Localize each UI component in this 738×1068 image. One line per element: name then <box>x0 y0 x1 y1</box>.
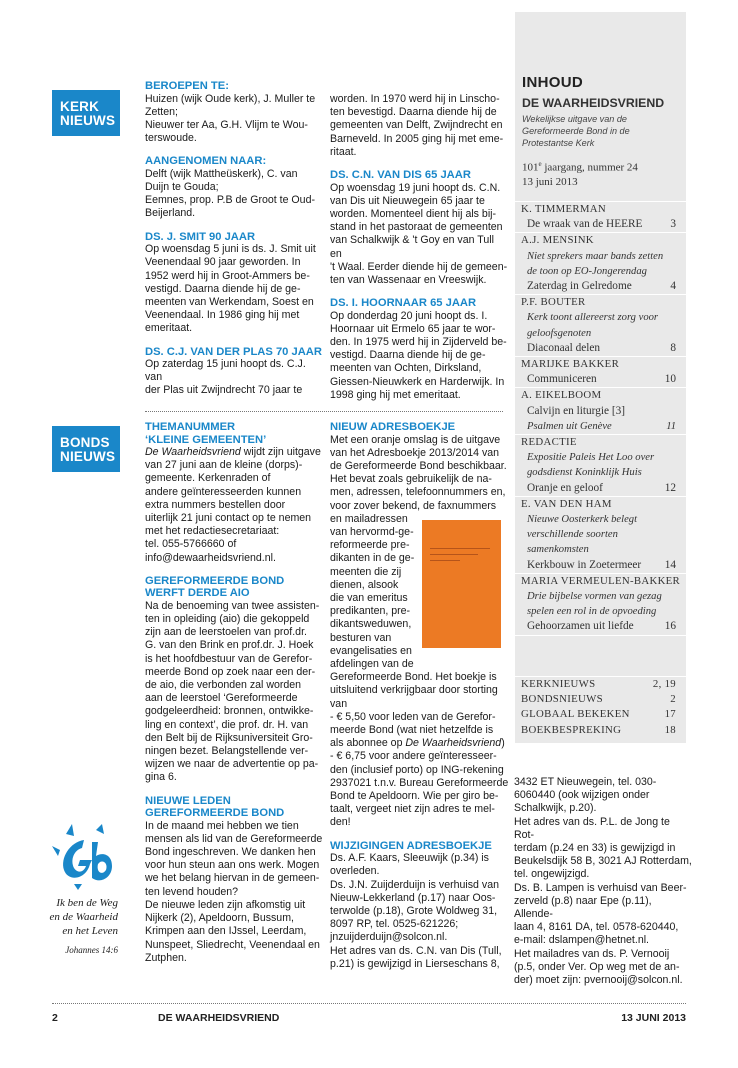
nieuwe-leden-heading: NIEUWE LEDEN GEREFORMEERDE BOND <box>145 794 285 820</box>
article-line: Veenendaal 90 jaar geworden. In <box>145 256 301 269</box>
toc-article: Kerkbouw in Zoetermeer 14 <box>515 558 686 573</box>
article-line: aan de leerstoel ‘Gereformeerde <box>145 692 298 705</box>
toc-description: Psalmen uit Genève 11 <box>515 419 686 434</box>
article-line: Na de benoeming van twee assisten- <box>145 599 320 612</box>
toc-author: A. EIKELBOOM <box>521 389 602 402</box>
toc-description: Niet sprekers maar bands zetten <box>527 250 664 262</box>
article-line: worden. Momenteel dient hij als bij- <box>330 207 497 220</box>
kerknieuws-tag <box>52 90 120 136</box>
article-line: Op woensdag 5 juni is ds. J. Smit uit <box>145 243 316 256</box>
article-line: ling en context’, die prof. dr. H. van <box>145 718 309 731</box>
kerknieuws-tag-line1: KERK <box>60 99 100 114</box>
contents-sidebar <box>515 12 686 743</box>
footer-date: 13 JUNI 2013 <box>621 1012 686 1024</box>
article-line: Bond ingeschreven. We danken hen <box>145 846 316 859</box>
article-line: emeritaat. <box>145 322 193 335</box>
article-line: Krimpen aan den IJssel, Leerdam, <box>145 925 307 938</box>
article-line: den. In 1975 werd hij in Zijderveld be- <box>330 336 507 349</box>
article-line: uitsluitend verkrijgbaar door storting <box>330 684 498 697</box>
article-line: den! <box>330 816 351 829</box>
themanummer-heading: THEMANUMMER ‘KLEINE GEMEENTEN’ <box>145 421 267 446</box>
wijzigingen-body <box>330 852 510 971</box>
article-line: Op zaterdag 15 juni hoopt ds. C.J. van <box>145 358 306 384</box>
toc-description: spelen een rol in de opvoeding <box>527 606 657 618</box>
kerknieuws-column-1 <box>145 80 323 398</box>
article-line: ningen bezet. Belangstellende ver- <box>145 745 309 758</box>
article-line: terdam (p.24 en 33) is gewijzigd in <box>514 842 676 855</box>
kerknieuws-tag-line2: NIEUWS <box>60 113 116 128</box>
article-line: Duijn te Gouda; <box>145 181 219 194</box>
toc-description: godsdienst Koninklijk Huis <box>527 467 642 479</box>
article-line: Nieuwer ter Aa, G.H. Vlijm te Wou- <box>145 118 308 131</box>
article-line: we het belang hiervan in de gemeen- <box>145 872 320 885</box>
article-line: vestigd. Daarna diende hij de ge- <box>145 282 301 295</box>
bible-quote <box>46 896 118 938</box>
toc-page-number: 3 <box>670 218 676 231</box>
footer-publication: DE WAARHEIDSVRIEND <box>158 1012 280 1024</box>
article-line: voor hun steun aan ons werk. Mogen <box>145 859 320 872</box>
article-line: predikanten, pre- <box>330 605 411 618</box>
article-line: jnzuijderduijn@solcon.nl. <box>330 931 448 944</box>
section-index-item: BOEKBESPREKING 18 <box>515 723 686 738</box>
article-line: 1998 ging hij met emeritaat. <box>330 388 461 401</box>
article-line: meenten die zij <box>330 565 402 578</box>
toc-article: Zaterdag in Gelredome 4 <box>515 279 686 294</box>
article-line: Zutphen. <box>145 951 187 964</box>
article-line: Met een oranje omslag is de uitgave <box>330 433 501 446</box>
quote-line: en de Waarheid <box>49 911 118 923</box>
article-line: Het mailadres van ds. P. Vernooij <box>514 947 670 960</box>
article-line: Gereformeerde Bond. Het boekje is <box>330 671 497 684</box>
article-line: Het bevat zoals gebruikelijk de na- <box>330 473 492 486</box>
toc-description: de toon op EO-Jongerendag <box>527 265 647 277</box>
article-line: is het hoofdbestuur van de Gerefor- <box>145 652 313 665</box>
article-heading: DS. C.J. VAN DER PLAS 70 JAAR <box>145 345 322 358</box>
article-line: meerde Bond (wat niet hetzelfde is <box>330 723 494 736</box>
article-line: tel. ongewijzigd. <box>514 868 590 881</box>
article-line: den (inclusief porto) op ING-rekening <box>330 763 504 776</box>
article-line: Op woensdag 19 juni hoopt ds. C.N. <box>330 181 501 194</box>
article-line: 3432 ET Nieuwegein, tel. 030- <box>514 776 657 788</box>
toc-author: MARIA VERMEULEN-BAKKER <box>521 574 681 587</box>
article-line: terswoude. <box>145 132 197 145</box>
article-line: p.21) is gewijzigd in Lierseschans 8, <box>330 957 500 970</box>
article-line: andere geïnteresseerden kunnen <box>145 485 302 498</box>
toc-page-number: 16 <box>664 620 676 633</box>
article-line: meenten van Werkendam, Soest en <box>145 295 314 308</box>
bondsnieuws-tag-line1: BONDS <box>60 435 110 450</box>
toc-page-number: 10 <box>664 373 676 386</box>
article-line: Delft (wijk Mattheüskerk), C. van <box>145 167 298 180</box>
article-line: Ds. A.F. Kaars, Sleeuwijk (p.34) is <box>330 852 489 865</box>
wijzigingen-continued <box>514 776 692 987</box>
kerknieuws-column-2 <box>330 93 508 402</box>
article-line: 6060440 (ook wijzigen onder <box>514 789 650 802</box>
article-line: dienen, alsook <box>330 578 399 591</box>
toc-description: Nieuwe Oosterkerk belegt <box>527 514 638 526</box>
article-line: G. van den Brink en prof.dr. J. Hoek <box>145 639 314 652</box>
toc-article: Gehoorzamen uit liefde 16 <box>515 619 686 634</box>
section-page-number: 18 <box>664 723 676 736</box>
toc-author: MARIJKE BAKKER <box>521 358 620 371</box>
aio-body <box>145 600 325 785</box>
article-line: Beijerland. <box>145 207 196 220</box>
article-line: Op donderdag 20 juni hoopt ds. I. <box>330 309 488 322</box>
article-line: gina 6. <box>145 771 177 784</box>
toc-page-number: 4 <box>670 280 676 293</box>
article-heading: BEROEPEN TE: <box>145 80 229 92</box>
article-line: worden. In 1970 werd hij in Linscho- <box>330 93 500 105</box>
issue-date: 13 juni 2013 <box>522 175 578 188</box>
section-index-item: BONDSNIEUWS 2 <box>515 692 686 707</box>
article-line: Nieuw-Lekkerland (p.17) naar Oos- <box>330 891 496 904</box>
footer-divider <box>52 1003 686 1004</box>
article-line: ten bevestigd. Daarna diende hij de <box>330 106 497 119</box>
publication-description: Wekelijkse uitgave van de Gereformeerde Bond in de Protestantse Kerk <box>522 114 630 148</box>
toc-article: Calvijn en liturgie [3] <box>527 404 625 417</box>
toc-description: geloofsgenoten <box>527 327 592 339</box>
article-line: gemeenten van Delft, Zwijndrecht en <box>330 119 503 132</box>
article-line: Veenendaal. In 1986 ging hij met <box>145 309 300 322</box>
aio-heading: GEREFORMEERDE BOND WERFT DERDE AIO <box>145 574 285 600</box>
toc-page-number: 11 <box>666 420 676 432</box>
article-line: der) moet zijn: pvernooij@solcon.nl. <box>514 974 683 987</box>
section-page-number: 2, 19 <box>652 678 676 690</box>
contents-title: INHOUD <box>522 74 583 91</box>
article-heading: AANGENOMEN NAAR: <box>145 155 267 168</box>
section-page-number: 17 <box>664 708 676 721</box>
issue-volume: 101e jaargang, nummer 24 <box>522 160 638 174</box>
article-heading: DS. J. SMIT 90 JAAR <box>145 230 256 243</box>
article-line: van hervormd-ge- <box>330 525 414 538</box>
article-line: Hoornaar uit Ermelo 65 jaar te wor- <box>330 322 496 335</box>
article-line: Eemnes, prop. P.B de Groot te Oud- <box>145 194 315 207</box>
article-line: In de maand mei hebben we tien <box>145 819 299 832</box>
adresboekje-body <box>330 671 510 829</box>
toc-page-number: 14 <box>664 558 676 571</box>
article-line: met het redactiesecretariaat: <box>145 525 280 538</box>
bible-reference: Johannes 14:6 <box>65 945 118 955</box>
article-line: tel. 055-5766660 of <box>145 538 237 551</box>
section-index-item: KERKNIEUWS 2, 19 <box>515 677 686 692</box>
article-line: die van emeritus <box>330 591 408 604</box>
article-line: dikantsweduwen, <box>330 618 412 631</box>
article-line: van <box>330 697 348 710</box>
article-line: Het adres van ds. P.L. de Jong te Rot- <box>514 815 670 841</box>
article-line: Beukelsdijk 58 B, 3021 AJ Rotterdam, <box>514 855 692 868</box>
toc-article: Communiceren 10 <box>515 372 686 387</box>
toc-article: De wraak van de HEERE 3 <box>515 217 686 232</box>
article-line: en mailadressen <box>330 512 408 525</box>
article-line: der Plas uit Zwijndrecht 70 jaar te <box>145 384 303 397</box>
article-line: Nijkerk (2), Apeldoorn, Bussum, <box>145 912 294 925</box>
themanummer-body: De Waarheidsvriend wijdt zijn uitgave van 27 juni aan de kleine (dorps)- gemeente. Kerkenraden of andere geïnteresseerden kunnen extra nummers bestellen door uiterlijk 21 juni contact op te nemen met het redactiesecretariaat: tel. 055-5766660 of info@dewaarheidsvriend.nl. <box>145 446 325 565</box>
article-line: 8097 RP, tel. 0525-621226; <box>330 918 459 931</box>
toc-description: Kerk toont allereerst zorg voor <box>527 312 659 324</box>
article-line: overleden. <box>330 865 380 878</box>
article-line: - € 5,50 voor leden van de Gerefor- <box>330 710 496 723</box>
article-line: Barneveld. In 2005 ging hij met eme- <box>330 132 504 145</box>
article-line: de aio, die verbonden zal worden <box>145 679 302 692</box>
section-page-number: 2 <box>670 693 676 706</box>
toc-author: REDACTIE <box>521 436 577 449</box>
article-line: meerde Bond op zoek naar een der- <box>145 665 316 678</box>
article-line: evangelisaties en <box>330 644 412 657</box>
article-line: als abonnee op De Waarheidsvriend) <box>330 737 505 750</box>
article-line: laan 4, 8161 DA, tel. 0578-620440, <box>514 921 679 934</box>
bondsnieuws-tag-line2: NIEUWS <box>60 449 116 464</box>
article-line: zerveld (p.8) naar Epe (p.11), Allende- <box>514 894 652 921</box>
bondsnieuws-column-2 <box>330 421 510 971</box>
adresboekje-cover-image <box>422 520 501 648</box>
issue-info <box>522 157 638 189</box>
toc-description: Expositie Paleis Het Loo over <box>527 452 655 464</box>
article-line: mensen als lid van de Gereformeerde <box>145 832 323 845</box>
quote-line: Ik ben de Weg <box>56 897 118 909</box>
adresboekje-intro <box>330 434 510 513</box>
article-line: uiterlijk 21 juni contact op te nemen <box>145 512 312 525</box>
article-line: van Dis uit Nieuwegein 65 jaar te <box>330 194 485 207</box>
toc-description: Drie bijbelse vormen van gezag <box>527 591 662 603</box>
article-line: godgeleerdheid: bronnen, ontwikke- <box>145 705 314 718</box>
section-index <box>515 676 686 738</box>
article-line: Ds. J.N. Zuijderduijn is verhuisd van <box>330 878 499 891</box>
section-divider <box>145 411 503 412</box>
article-line: Zetten; <box>145 105 178 118</box>
article-line: Huizen (wijk Oude kerk), J. Muller te <box>145 92 316 105</box>
toc-author: K. TIMMERMAN <box>521 203 606 215</box>
toc-description: verschillende soorten <box>527 529 618 541</box>
toc-author: E. VAN DEN HAM <box>521 497 612 510</box>
article-line: taalt, vergeet niet zijn adres te mel- <box>330 803 495 816</box>
article-line: (p.5, onder Ver. Op weg met de an- <box>514 960 680 973</box>
bondsnieuws-column-1 <box>145 421 325 965</box>
article-line: - € 6,75 voor andere geïnteresseer- <box>330 750 497 763</box>
article-line: info@dewaarheidsvriend.nl. <box>145 551 276 564</box>
article-line: Nunspeet, Sliedrecht, Veenendaal en <box>145 938 320 951</box>
article-line: besturen van <box>330 631 392 644</box>
article-line: afdelingen van de <box>330 657 414 670</box>
nieuwe-leden-body <box>145 820 325 965</box>
article-line: extra nummers bestellen door <box>145 498 286 511</box>
article-line: ten in opleiding (aio) die gekoppeld <box>145 613 310 626</box>
article-heading: DS. C.N. VAN DIS 65 JAAR <box>330 169 471 182</box>
publication-name: DE WAARHEIDSVRIEND <box>522 96 665 110</box>
quote-line: en het Leven <box>62 925 118 937</box>
toc-page-number: 8 <box>670 341 676 354</box>
article-line: vestigd. Daarna diende hij de ge- <box>330 349 486 362</box>
toc-author: P.F. BOUTER <box>521 296 586 309</box>
article-line: De nieuwe leden zijn afkomstig uit <box>145 898 306 911</box>
article-line: stand in het pastoraat de gemeenten <box>330 221 503 234</box>
article-line: zijn aan de leerstoelen van prof.dr. <box>145 626 307 639</box>
toc-description: samenkomsten <box>527 544 589 556</box>
article-line: Schalkwijk, p.20). <box>514 802 597 815</box>
article-line: ten van Wassenaar en Vreeswijk. <box>330 273 487 286</box>
article-line: 't Waal. Eerder diende hij de gemeen- <box>330 260 508 273</box>
toc-author: A.J. MENSINK <box>521 234 594 247</box>
article-line: de Gereformeerde Bond beschikbaar. <box>330 459 507 472</box>
article-heading: DS. I. HOORNAAR 65 JAAR <box>330 297 477 310</box>
section-index-item: GLOBAAL BEKEKEN 17 <box>515 707 686 722</box>
article-line: men, adressen, telefoonnummers en, <box>330 486 506 499</box>
article-line: reformeerde pre- <box>330 539 410 552</box>
article-line: van Schalkwijk & 't Goy en van Tull en <box>330 234 494 260</box>
article-line: Ds. B. Lampen is verhuisd van Beer- <box>514 881 687 894</box>
article-line: gemeente. Kerkenraden of <box>145 472 271 485</box>
article-line: van 27 juni aan de kleine (dorps)- <box>145 459 303 472</box>
table-of-contents <box>515 201 686 636</box>
article-line: den Belt bij de Rijksuniversiteit Gro- <box>145 731 313 744</box>
article-line: 1952 werd hij in Groot-Ammers be- <box>145 269 310 282</box>
article-line: ten levend houden? <box>145 885 239 898</box>
article-line: dikanten in de ge- <box>330 552 415 565</box>
article-line: terwolde (p.18), Grote Woldweg 31, <box>330 904 498 917</box>
article-line: e-mail: dslampen@hetnet.nl. <box>514 934 650 947</box>
article-line: Bond te Apeldoorn. Wie per giro be- <box>330 789 499 802</box>
article-line: meenten van Ochten, Dirksland, <box>330 362 482 375</box>
adresboekje-heading: NIEUW ADRESBOEKJE <box>330 421 456 433</box>
article-line: Het adres van ds. C.N. van Dis (Tull, <box>330 944 502 957</box>
wijzigingen-heading: WIJZIGINGEN ADRESBOEKJE <box>330 839 492 852</box>
article-line: Giessen-Nieuwkerk en Harderwijk. In <box>330 375 505 388</box>
article-line: wijzen we naar de advertentie op pa- <box>145 758 319 771</box>
bondsnieuws-tag <box>52 426 120 472</box>
toc-page-number: 12 <box>664 481 676 494</box>
article-line: voor zover bekend, de faxnummers <box>330 499 497 512</box>
article-line: van het Adresboekje 2013/2014 van <box>330 446 500 459</box>
article-line: ritaat. <box>330 145 357 158</box>
page-number: 2 <box>52 1012 58 1024</box>
toc-article: Oranje en geloof 12 <box>515 481 686 496</box>
gereformeerde-bond-logo <box>52 820 116 890</box>
toc-article: Diaconaal delen 8 <box>515 341 686 356</box>
article-line: 2937021 t.n.v. Bureau Gereformeerde <box>330 776 509 789</box>
